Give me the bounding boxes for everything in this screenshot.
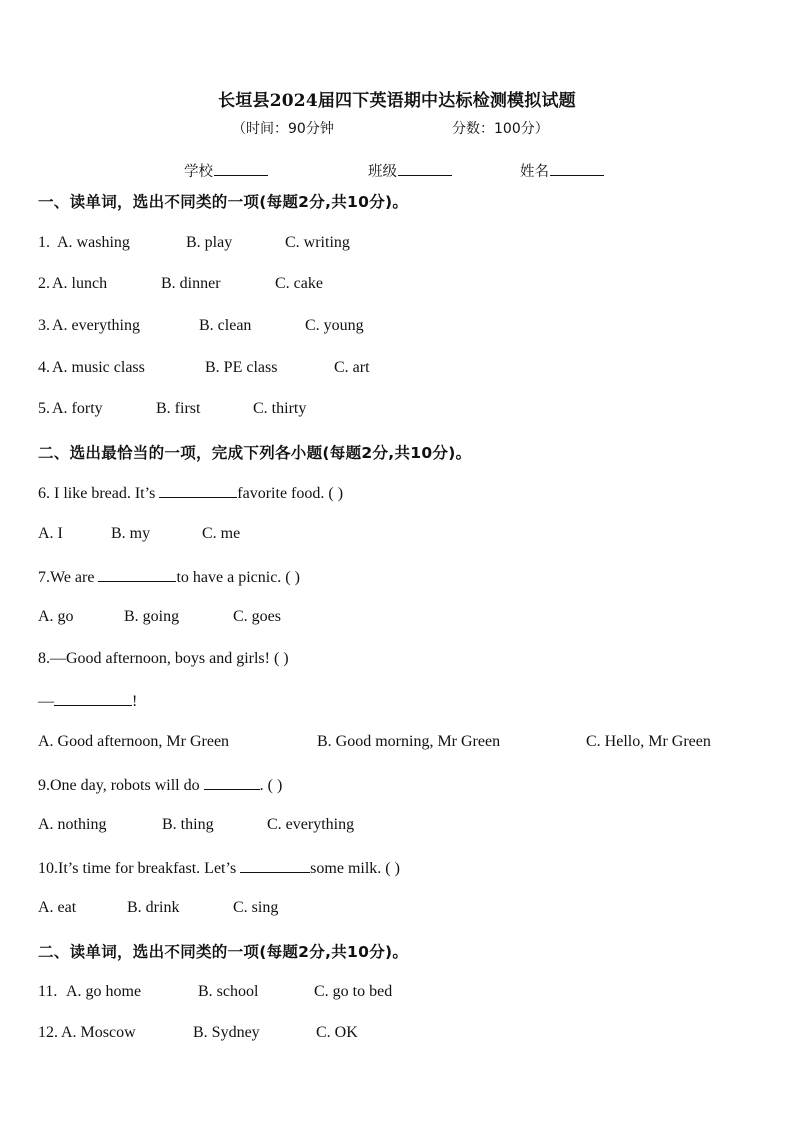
option-b[interactable]: B. thing xyxy=(162,816,214,833)
option-c[interactable]: C. cake xyxy=(275,275,323,292)
option-a[interactable]: A. I xyxy=(38,525,63,542)
option-a[interactable]: A. washing xyxy=(57,234,130,251)
question-stem xyxy=(38,483,343,503)
school-field xyxy=(184,160,268,181)
stem-text: some milk. ( ) xyxy=(310,860,400,877)
option-b[interactable]: B. Good morning, Mr Green xyxy=(317,733,501,750)
option-a[interactable]: A. go home xyxy=(66,983,142,1000)
answer-blank[interactable] xyxy=(98,567,176,582)
option-b[interactable]: B. Sydney xyxy=(193,1024,260,1041)
name-field xyxy=(520,160,604,181)
option-a[interactable]: A. go xyxy=(38,608,74,625)
section-3-heading: 二、读单词，选出不同类的一项(每题2分,共10分)。 xyxy=(38,943,409,961)
option-a[interactable]: A. Moscow xyxy=(61,1024,136,1041)
option-c[interactable]: C. me xyxy=(202,525,241,542)
option-a[interactable]: A. eat xyxy=(38,899,77,916)
question-stem: 8.—Good afternoon, boys and girls! ( ) xyxy=(38,650,289,667)
exam-title: 长垣县2024届四下英语期中达标检测模拟试题 xyxy=(218,91,576,111)
name-label: 姓名 xyxy=(520,164,549,180)
question-stem-reply xyxy=(38,691,137,711)
option-c[interactable]: C. goes xyxy=(233,608,281,625)
option-a[interactable]: A. everything xyxy=(52,317,140,334)
option-c[interactable]: C. sing xyxy=(233,899,279,916)
question-number: 2. xyxy=(38,275,50,292)
option-b[interactable]: B. drink xyxy=(127,899,180,916)
option-c[interactable]: C. thirty xyxy=(253,400,307,417)
option-a[interactable]: A. music class xyxy=(52,359,145,376)
school-label: 学校 xyxy=(184,164,213,180)
question-number: 5. xyxy=(38,400,50,417)
question-number: 4. xyxy=(38,359,50,376)
option-a[interactable]: A. nothing xyxy=(38,816,107,833)
option-a[interactable]: A. Good afternoon, Mr Green xyxy=(38,733,230,750)
option-a[interactable]: A. lunch xyxy=(52,275,108,292)
school-blank[interactable] xyxy=(214,175,268,176)
question-stem xyxy=(38,775,282,795)
stem-text: — xyxy=(38,693,54,710)
question-number: 3. xyxy=(38,317,50,334)
section-2-heading: 二、选出最恰当的一项，完成下列各小题(每题2分,共10分)。 xyxy=(38,444,472,462)
question-number: 1. xyxy=(38,234,50,251)
option-c[interactable]: C. Hello, Mr Green xyxy=(586,733,711,750)
class-label: 班级 xyxy=(368,164,397,180)
answer-blank[interactable] xyxy=(54,691,132,706)
option-c[interactable]: C. art xyxy=(334,359,370,376)
stem-text: favorite food. ( ) xyxy=(237,485,344,502)
option-c[interactable]: C. young xyxy=(305,317,364,334)
question-number: 12. xyxy=(38,1024,58,1041)
section-1-heading: 一、读单词，选出不同类的一项(每题2分,共10分)。 xyxy=(38,193,409,211)
question-stem xyxy=(38,567,300,587)
class-blank[interactable] xyxy=(398,175,452,176)
question-stem xyxy=(38,858,400,878)
option-c[interactable]: C. go to bed xyxy=(314,983,393,1000)
option-b[interactable]: B. first xyxy=(156,400,201,417)
option-b[interactable]: B. going xyxy=(124,608,180,625)
option-c[interactable]: C. everything xyxy=(267,816,355,833)
option-b[interactable]: B. PE class xyxy=(205,359,278,376)
answer-blank[interactable] xyxy=(240,858,310,873)
question-number: 11. xyxy=(38,983,58,1000)
answer-blank[interactable] xyxy=(204,775,260,790)
option-c[interactable]: C. OK xyxy=(316,1024,358,1041)
exam-score: 分数：100分） xyxy=(452,121,549,137)
exam-time: （时间：90分钟 xyxy=(232,121,334,137)
option-c[interactable]: C. writing xyxy=(285,234,350,251)
stem-text: to have a picnic. ( ) xyxy=(176,569,300,586)
stem-text: 6. I like bread. It’s xyxy=(38,485,160,502)
stem-text: ! xyxy=(132,693,138,710)
option-b[interactable]: B. clean xyxy=(199,317,252,334)
stem-text: 10.It’s time for breakfast. Let’s xyxy=(38,860,241,877)
stem-text: . ( ) xyxy=(259,777,283,794)
option-b[interactable]: B. school xyxy=(198,983,259,1000)
option-b[interactable]: B. play xyxy=(186,234,233,251)
stem-text: 9.One day, robots will do xyxy=(38,777,204,794)
option-b[interactable]: B. my xyxy=(111,525,151,542)
name-blank[interactable] xyxy=(550,175,604,176)
option-b[interactable]: B. dinner xyxy=(161,275,221,292)
answer-blank[interactable] xyxy=(159,483,237,498)
option-a[interactable]: A. forty xyxy=(52,400,103,417)
stem-text: 7.We are xyxy=(38,569,99,586)
class-field xyxy=(368,160,452,181)
